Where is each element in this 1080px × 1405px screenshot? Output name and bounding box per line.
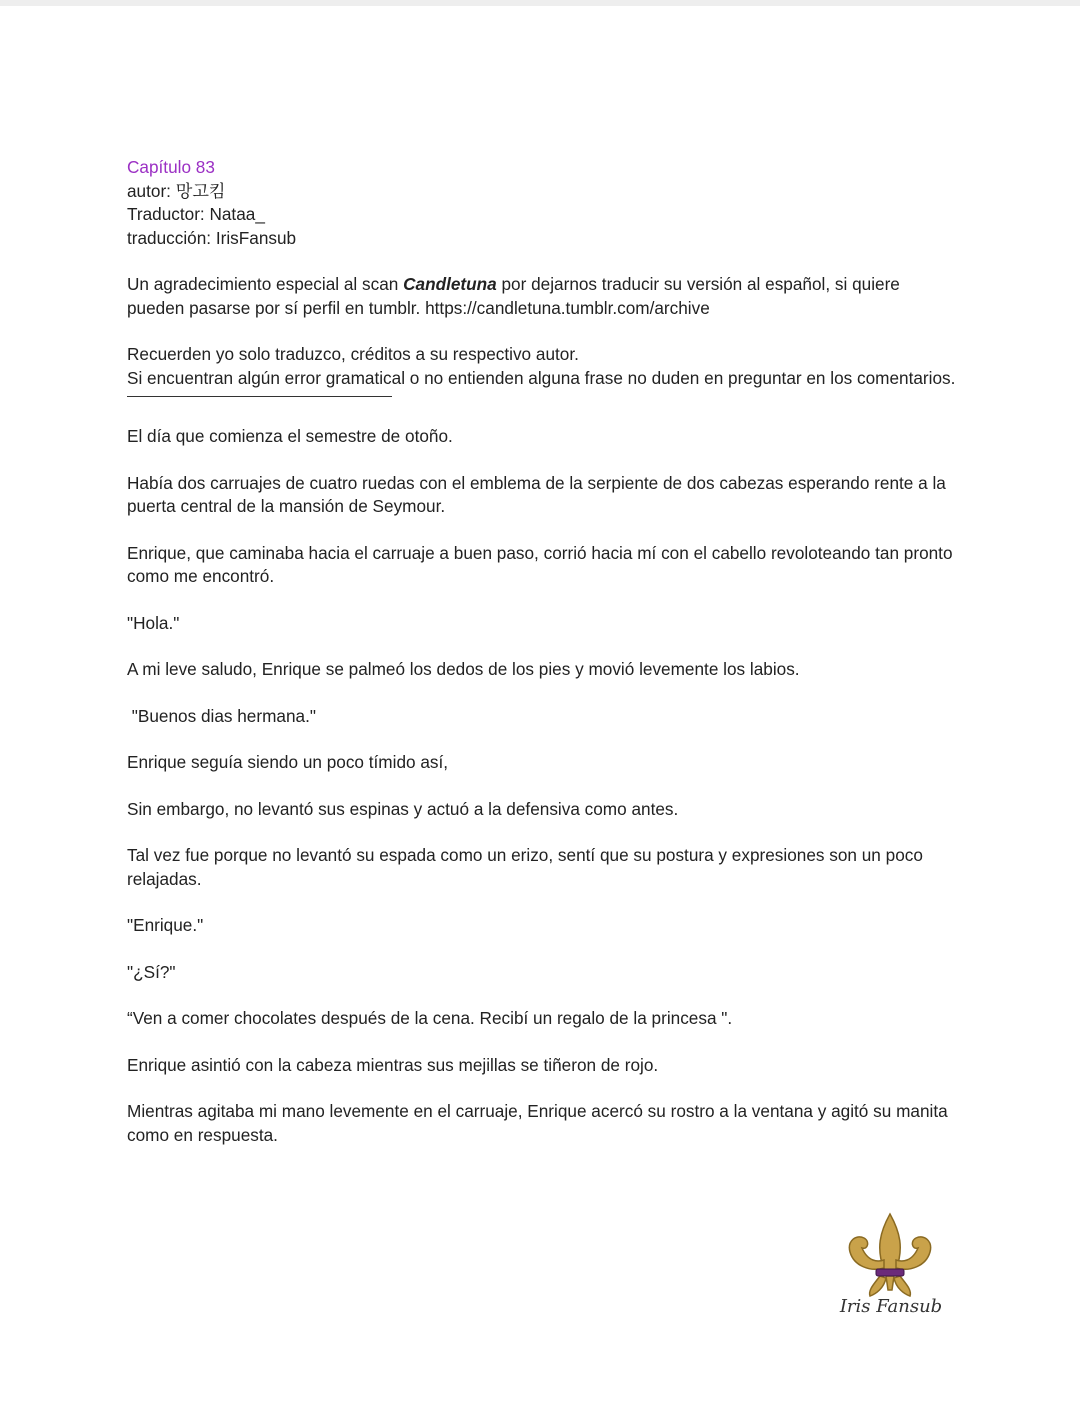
story-paragraph: Sin embargo, no levantó sus espinas y actuó a la defensiva como antes. xyxy=(127,798,679,819)
chapter-title: Capítulo 83 xyxy=(127,157,215,177)
note-line-2: Si encuentran algún error gramatical o no entienden alguna frase no duden en preguntar en los comentarios. xyxy=(127,367,956,388)
story-paragraph: A mi leve saludo, Enrique se palmeó los dedos de los pies y movió levemente los labios. xyxy=(127,659,800,679)
author-line: autor: 망고킴 xyxy=(127,180,226,201)
thanks-after: por dejarnos traducir su versión al español, si quiere pueden pasarse por sí perfil en tumblr. https://candletuna.tumblr.com/archive xyxy=(127,274,900,318)
story-paragraph: Enrique, que caminaba hacia el carruaje a buen paso, corrió hacia mí con el cabello revoloteando tan pronto como me encontró. xyxy=(127,542,953,586)
translator-line: Traductor: Nataa_ xyxy=(127,204,265,224)
translation-line: traducción: IrisFansub xyxy=(127,227,297,248)
story-paragraph: Había dos carruajes de cuatro ruedas con el emblema de la serpiente de dos cabezas esperando rente a la puerta central de la mansión de Seymour. xyxy=(127,472,946,516)
story-paragraph: "¿Sí?" xyxy=(127,961,176,982)
story-paragraph: Mientras agitaba mi mano levemente en el carruaje, Enrique acercó su rostro a la ventana y agitó su manita como en respuesta. xyxy=(127,1101,948,1145)
story-paragraph: Tal vez fue porque no levantó su espada como un erizo, sentí que su postura y expresiones son un poco relajadas. xyxy=(127,845,923,889)
story-paragraph: “Ven a comer chocolates después de la cena. Recibí un regalo de la princesa ". xyxy=(127,1008,733,1028)
story-paragraph: "Hola." xyxy=(127,612,180,633)
story-paragraph: El día que comienza el semestre de otoño. xyxy=(127,426,453,446)
story-paragraph: "Enrique." xyxy=(127,915,204,935)
note-line-1: Recuerden yo solo traduzco, créditos a su respectivo autor. xyxy=(127,344,579,364)
story-paragraph: Enrique seguía siendo un poco tímido así, xyxy=(127,752,449,772)
logo-caption: Iris Fansub xyxy=(839,1296,943,1317)
thanks-before: Un agradecimiento especial al scan xyxy=(127,274,404,294)
scan-name: Candletuna xyxy=(403,274,497,294)
top-strip xyxy=(0,0,1080,6)
thanks-paragraph xyxy=(127,273,957,320)
document-page xyxy=(127,156,957,1147)
fleur-de-lis-icon xyxy=(840,1210,940,1300)
story-paragraph: "Buenos dias hermana." xyxy=(127,705,316,726)
story-paragraph: Enrique asintió con la cabeza mientras sus mejillas se tiñeron de rojo. xyxy=(127,1054,659,1075)
